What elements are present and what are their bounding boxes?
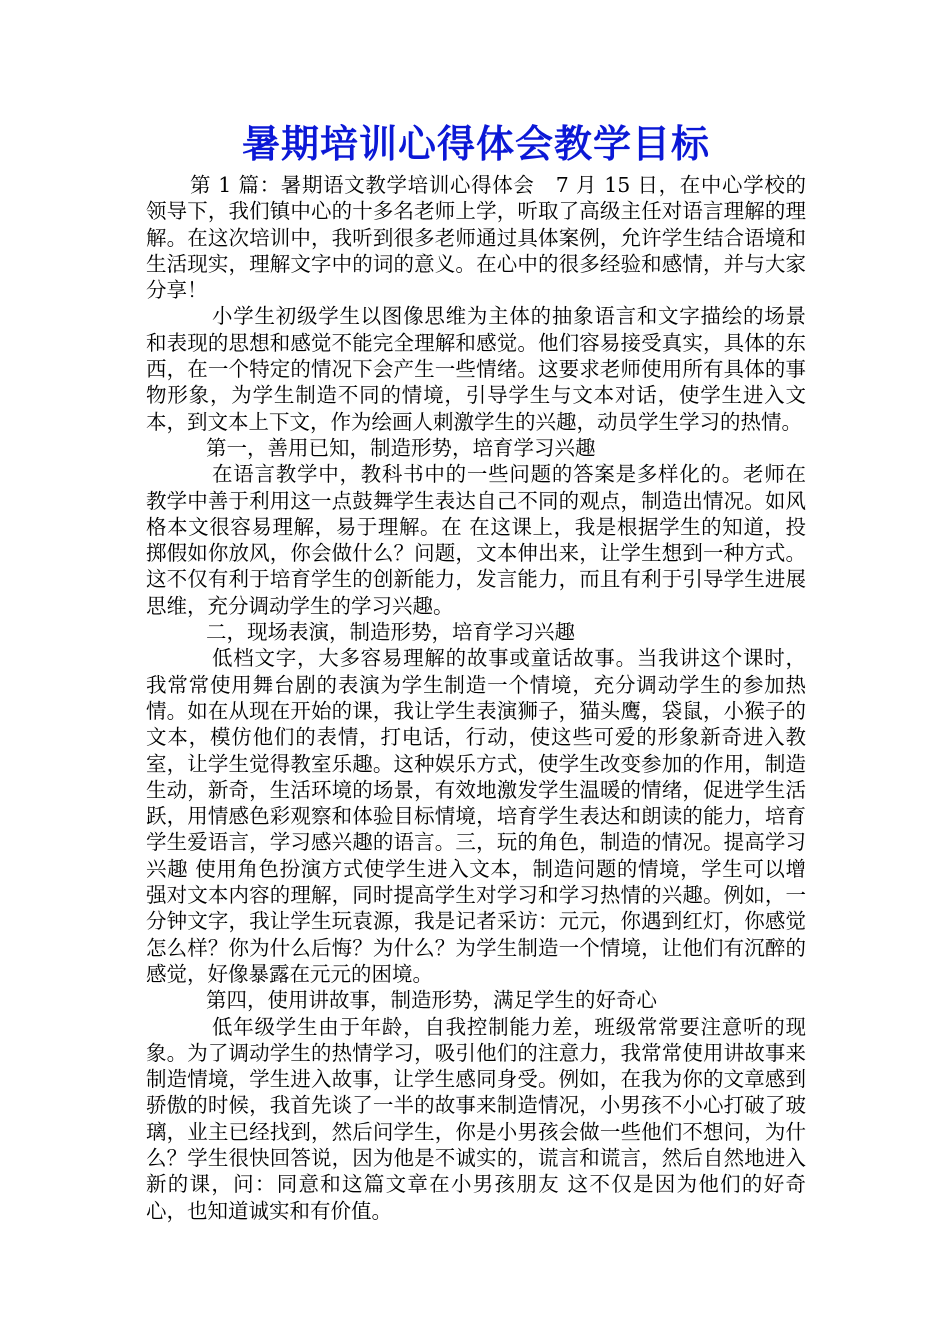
paragraph-section-1: 在语言教学中，教科书中的一些问题的答案是多样化的。老师在教学中善于利用这一点鼓舞学生表达自己不同的观点，制造出情况。如风格本文很容易理解，易于理解。在 在这课上，我是根据学生的知道，投掷假如你放风，你会做什么？问题，文本伸出来，让学生想到一种方式。这不仅有利于培育学生的创新能力，发言能力，而且有利于引导学生进展思维，充分调动学生的学习兴趣。 — [146, 462, 806, 618]
section-heading-1: 第一，善用已知，制造形势，培育学习兴趣 — [206, 435, 596, 460]
paragraph-section-4: 低年级学生由于年龄，自我控制能力差，班级常常要注意听的现象。为了调动学生的热情学习，吸引他们的注意力，我常常使用讲故事来制造情境，学生进入故事，让学生感同身受。例如，在我为你的文章感到骄傲的时候，我首先谈了一半的故事来制造情况，小男孩不小心打破了玻璃，业主已经找到，然后问学生，你是小男孩会做一些他们不想问，为什么？学生很快回答说，因为他是不诚实的，谎言和谎言，然后自然地进入新的课，问：同意和这篇文章在小男孩朋友 这不仅是因为他们的好奇心，也知道诚实和有价值。 — [146, 1014, 806, 1223]
paragraph-intro: 第 1 篇：暑期语文教学培训心得体会 7 月 15 日，在中心学校的领导下，我们镇中心的十多名老师上学，听取了高级主任对语言理解的理解。在这次培训中，我听到很多老师通过具体案例，允许学生结合语境和生活现实，理解文字中的词的意义。在心中的很多经验和感情，并与大家分享！ — [146, 173, 806, 303]
paragraph-section-2: 低档文字，大多容易理解的故事或童话故事。当我讲这个课时，我常常使用舞台剧的表演为学生制造一个情境，充分调动学生的参加热情。如在从现在开始的课，我让学生表演狮子，猫头鹰，袋鼠，小猴子的文本，模仿他们的表情，打电话，行动，使这些可爱的形象新奇进入教室，让学生觉得教室乐趣。这种娱乐方式，使学生改变参加的作用，制造生动，新奇，生活环境的场景，有效地激发学生温暖的情绪，促进学生活跃，用情感色彩观察和体验目标情境，培育学生表达和朗读的能力，培育学生爱语言，学习感兴趣的语言。三，玩的角色，制造的情况。提高学习兴趣 使用角色扮演方式使学生进入文本，制造问题的情境，学生可以增强对文本内容的理解，同时提高学生对学习和学习热情的兴趣。例如，一分钟文字，我让学生玩袁源，我是记者采访：元元，你遇到红灯，你感觉怎么样？你为什么后悔？为什么？为学生制造一个情境，让他们有沉醉的感觉，好像暴露在元元的困境。 — [146, 646, 806, 986]
document-title: 暑期培训心得体会教学目标 — [241, 121, 710, 166]
document-body — [146, 172, 806, 1224]
document-page — [146, 118, 806, 1224]
section-heading-2: 二，现场表演，制造形势，培育学习兴趣 — [206, 620, 575, 645]
section-heading-4: 第四，使用讲故事，制造形势，满足学生的好奇心 — [206, 988, 657, 1013]
paragraph-context: 小学生初级学生以图像思维为主体的抽象语言和文字描绘的场景和表现的思想和感觉不能完全理解和感觉。他们容易接受真实，具体的东西，在一个特定的情况下会产生一些情绪。这要求老师使用所有具体的事物形象，为学生制造不同的情境，引导学生与文本对话，使学生进入文本，到文本上下文，作为绘画人刺激学生的兴趣，动员学生学习的热情。 — [146, 304, 806, 434]
